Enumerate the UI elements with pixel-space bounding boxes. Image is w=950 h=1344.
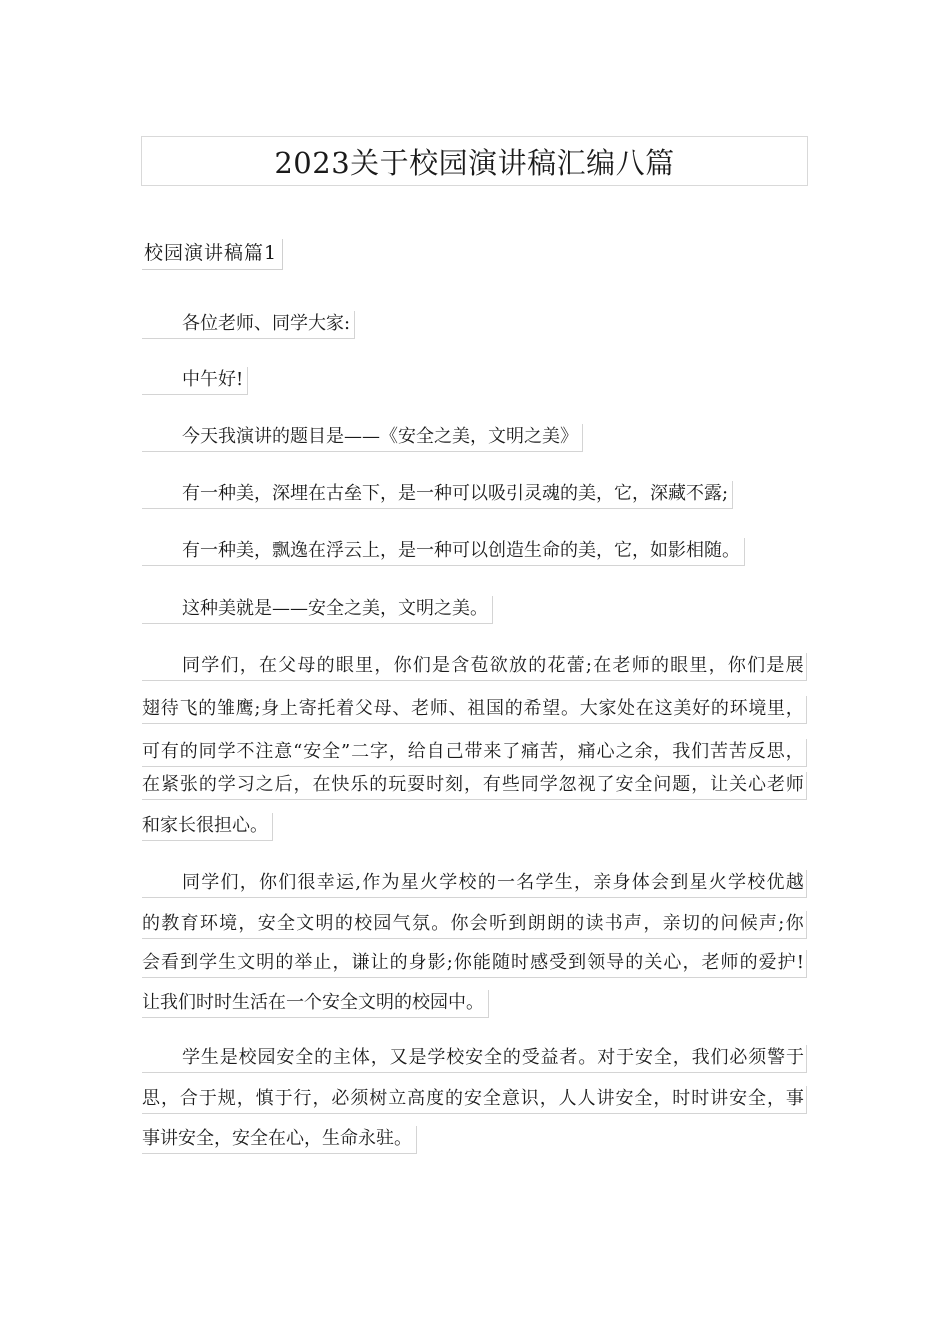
paragraph-line: 学 生 是 校 园 安 全 的 主 体 ， 又 是 学 校 安 全 的 受 益 者 。 对 于 安 全 ， 我 们 必 须 警 于	[142, 1045, 807, 1073]
paragraph-line: 会 看 到 学 生 文 明 的 举 止 ， 谦 让 的 身 影 ; 你 能 随 时 感 受 到 领 导 的 关 心 ， 老 师 的 爱 护 !	[142, 950, 807, 978]
paragraph-line: 在 紧 张 的 学 习 之 后 ， 在 快 乐 的 玩 耍 时 刻 ， 有 些 同 学 忽 视 了 安 全 问 题 ， 让 关 心 老 师	[142, 772, 807, 800]
paragraph-line: 的 教 育 环 境 ， 安 全 文 明 的 校 园 气 氛 。 你 会 听 到 朗 朗 的 读 书 声 ， 亲 切 的 问 候 声 ; 你	[142, 911, 807, 939]
paragraph-line: 有一种美，深埋在古垒下，是一种可以吸引灵魂的美，它，深藏不露;	[142, 481, 733, 509]
paragraph-line: 同 学 们 ， 你 们 很 幸 运 , 作 为 星 火 学 校 的 一 名 学 生 ， 亲 身 体 会 到 星 火 学 校 优 越	[142, 870, 807, 898]
paragraph-line: 有一种美，飘逸在浮云上，是一种可以创造生命的美，它，如影相随。	[142, 538, 745, 566]
paragraph-line: 翅 待 飞 的 雏 鹰 ; 身 上 寄 托 着 父 母 、 老 师 、 祖 国 的 希 望 。 大 家 处 在 这 美 好 的 环 境 里 ，	[142, 696, 807, 724]
paragraph-line: 同 学 们 ， 在 父 母 的 眼 里 ， 你 们 是 含 苞 欲 放 的 花 蕾 ; 在 老 师 的 眼 里 ， 你 们 是 展	[142, 653, 807, 681]
paragraph-line: 今天我演讲的题目是——《安全之美，文明之美》	[142, 424, 583, 452]
document-title: 2023关于校园演讲稿汇编八篇	[141, 136, 808, 186]
paragraph-line: 让我们时时生活在一个安全文明的校园中。	[142, 990, 489, 1018]
paragraph-line: 思 ， 合 于 规 ， 慎 于 行 ， 必 须 树 立 高 度 的 安 全 意 识 ， 人 人 讲 安 全 ， 时 时 讲 安 全 ， 事	[142, 1086, 807, 1114]
paragraph-line: 和家长很担心。	[142, 813, 273, 841]
paragraph-line: 各位老师、同学大家:	[142, 311, 355, 339]
paragraph-line: 事讲安全，安全在心，生命永驻。	[142, 1126, 417, 1154]
paragraph-line: 可 有 的 同 学 不 注 意 “ 安 全 ” 二 字 ， 给 自 己 带 来 了 痛 苦 ， 痛 心 之 余 ， 我 们 苦 苦 反 思 ，	[142, 739, 807, 767]
section-heading: 校园演讲稿篇1	[142, 239, 283, 270]
paragraph-line: 中午好!	[142, 367, 248, 395]
paragraph-line: 这种美就是——安全之美，文明之美。	[142, 596, 493, 624]
